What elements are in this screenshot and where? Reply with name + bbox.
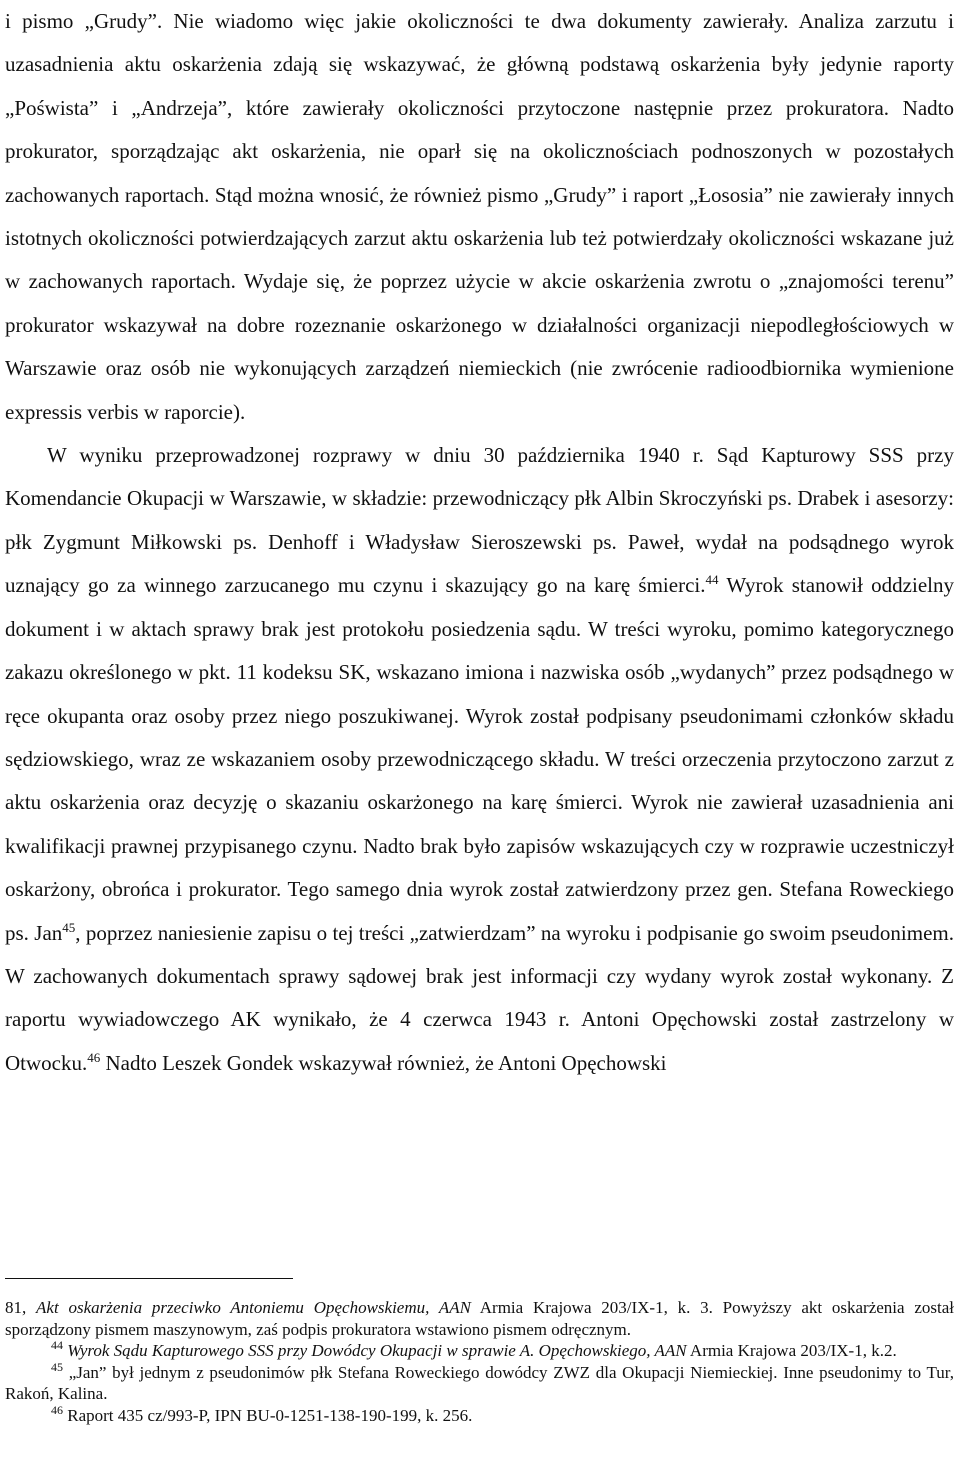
footnote-number: 46 bbox=[51, 1402, 63, 1417]
footnote-44 bbox=[5, 1340, 954, 1362]
footnotes-section bbox=[5, 1278, 954, 1426]
footnote-text: Armia Krajowa 203/IX-1, k.2. bbox=[686, 1341, 897, 1360]
footnote-number: 45 bbox=[51, 1359, 63, 1374]
footnote-text: Raport 435 cz/993-P, IPN BU-0-1251-138-190-199, k. 256. bbox=[67, 1405, 473, 1425]
footnote-text: „Jan” był jednym z pseudonimów płk Stefana Roweckiego dowódcy ZWZ dla Okupacji Niemieckiej. Inne pseudonimy to Tur, Rakoń, Kalina. bbox=[5, 1362, 954, 1403]
footnote-ref-45[interactable]: 45 bbox=[62, 919, 76, 935]
footnote-45 bbox=[5, 1359, 954, 1405]
footnote-number: 44 bbox=[51, 1338, 63, 1352]
footnote-separator bbox=[5, 1278, 293, 1279]
footnote-title: Wyrok Sądu Kapturowego SSS przy Dowódcy Okupacji w sprawie A. Opęchowskiego, AAN bbox=[67, 1341, 687, 1360]
footnote-lead: 81, bbox=[5, 1298, 37, 1317]
paragraph-2-part-4: Nadto Leszek Gondek wskazywał również, że Antoni Opęchowski bbox=[100, 1050, 667, 1075]
footnote-81 bbox=[5, 1297, 954, 1340]
footnote-ref-46[interactable]: 46 bbox=[87, 1049, 101, 1065]
paragraph-2-part-1: W wyniku przeprowadzonej rozprawy w dniu 30 października 1940 r. Sąd Kapturowy SSS przy Komendancie Okupacji w Warszawie, w składzie: przewodniczący płk Albin Skroczyński ps. Drabek i asesorzy: płk Zygmunt Miłkowski ps. Denhoff i Władysław Sieroszewski ps. Paweł, wydał na podsądnego wyrok uznający go za winnego zarzucanego mu czynu i skazujący go na karę śmierci. bbox=[5, 443, 954, 598]
paragraph-1: i pismo „Grudy”. Nie wiadomo więc jakie okoliczności te dwa dokumenty zawierały. Analiza zarzutu i uzasadnienia aktu oskarżenia zdają się wskazywać, że główną podstawą oskarżenia były jedynie raporty „Pośwista” i „Andrzeja”, które zawierały okoliczności przytoczone następnie przez prokuratora. Nadto prokurator, sporządzając akt oskarżenia, nie oparł się na okolicznościach podnoszonych w pozostałych zachowanych raportach. Stąd można wnosić, że również pismo „Grudy” i raport „Łososia” nie zawierały innych istotnych okoliczności potwierdzających zarzut aktu oskarżenia lub też potwierdzały okoliczności wskazane już w zachowanych raportach. Wydaje się, że poprzez użycie w akcie oskarżenia zwrotu o „znajomości terenu” prokurator wskazywał na dobre rozeznanie oskarżonego w działalności organizacji niepodległościowych w Warszawie oraz osób nie wykonujących zarządzeń niemieckich (nie zwrócenie radioodbiornika wymienione expressis verbis w raporcie). bbox=[5, 9, 954, 424]
footnote-title: Akt oskarżenia przeciwko Antoniemu Opęchowskiemu, AAN bbox=[36, 1298, 471, 1317]
paragraph-2-part-2: Wyrok stanowił oddzielny dokument i w aktach sprawy brak jest protokołu posiedzenia sądu. W treści wyroku, pomimo kategorycznego zakazu określonego w pkt. 11 kodeksu SK, wskazano imiona i nazwiska osób „wydanych” przez podsądnego w ręce okupanta oraz osoby przez niego poszukiwanej. Wyrok został podpisany pseudonimami członków składu sędziowskiego, wraz ze wskazaniem osoby przewodniczącego składu. W treści orzeczenia przytoczono zarzut z aktu oskarżenia oraz decyzję o skazaniu oskarżonego na karę śmierci. Wyrok nie zawierał uzasadnienia ani kwalifikacji prawnej przypisanego czynu. Nadto brak było zapisów wskazujących czy w rozprawie uczestniczył oskarżony, obrońca i prokurator. Tego samego dnia wyrok został zatwierdzony przez gen. Stefana Roweckiego ps. Jan bbox=[5, 573, 954, 945]
footnote-46 bbox=[5, 1402, 954, 1427]
paragraph-2-part-3: , poprzez naniesienie zapisu o tej treści „zatwierdzam” na wyroku i podpisanie go swoim pseudonimem. W zachowanych dokumentach sprawy sądowej brak jest informacji czy wydany wyrok został wykonany. Z raportu wywiadowczego AK wynikało, że 4 czerwca 1943 r. Antoni Opęchowski został zastrzelony w Otwocku. bbox=[5, 920, 955, 1075]
footnote-text: Armia Krajowa 203/IX-1, k. 3. Powyższy akt oskarżenia został sporządzony pismem maszynowym, zaś podpis prokuratora wstawiono pismem odręcznym. bbox=[5, 1298, 954, 1339]
main-text bbox=[5, 0, 954, 1085]
footnote-ref-44[interactable]: 44 bbox=[705, 572, 719, 588]
paragraph-2 bbox=[5, 434, 954, 1085]
